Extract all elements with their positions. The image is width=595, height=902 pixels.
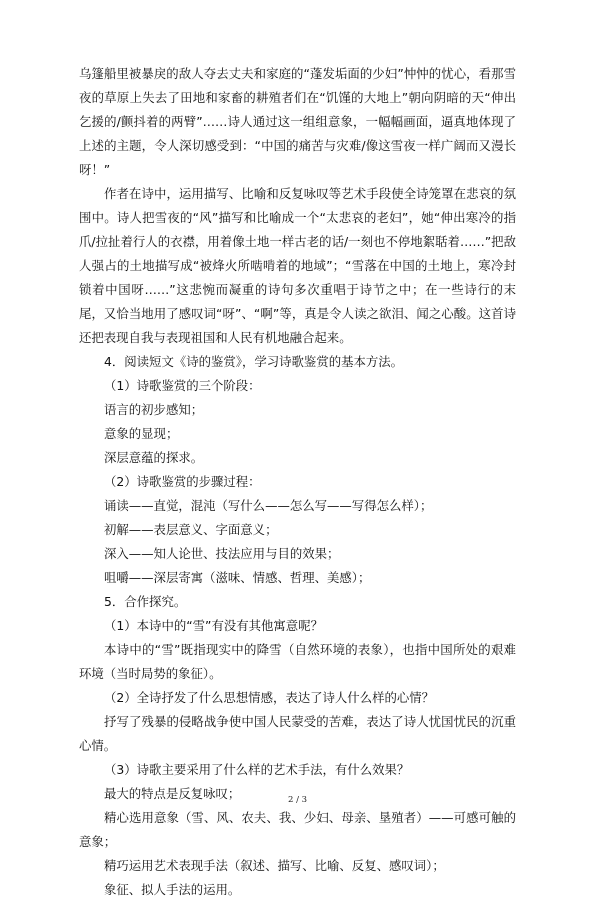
answer-3-line: 最大的特点是反复咏叹； — [104, 786, 241, 801]
question-1: （1）本诗中的“雪”有没有其他寓意呢？ — [104, 618, 323, 633]
answer-3-line: 精心选用意象（雪、风、农夫、我、少妇、母亲、垦殖者）——可感可触的意象； — [79, 810, 516, 849]
subsection-1-heading: （1）诗歌鉴赏的三个阶段： — [104, 378, 261, 393]
answer-3-line: 象征、拟人手法的运用。 — [104, 882, 241, 897]
section-4-heading: 4．阅读短文《诗的鉴赏》，学习诗歌鉴赏的基本方法。 — [104, 354, 404, 369]
answer-2: 抒写了残暴的侵略战争使中国人民蒙受的苦难，表达了诗人忧国忧民的沉重心情。 — [79, 714, 516, 753]
page-number: 2 / 3 — [287, 795, 308, 805]
list-item: 诵读——直觉，混沌（写什么——怎么写——写得怎么样）； — [104, 498, 433, 513]
list-item: 深入——知人论世、技法应用与目的效果； — [104, 546, 340, 561]
paragraph-2: 作者在诗中，运用描写、比喻和反复咏叹等艺术手段使全诗笼罩在悲哀的氛围中。诗人把雪夜的“风”描写和比喻成一个“太悲哀的老妇”，她“伸出寒冷的指爪/拉扯着行人的衣襟，用着像土地一样古老的话/一刻也不停地絮聒着……”把敌人强占的土地描写成“被烽火所啮啃着的地域”；“雪落在中国的土地上，寒冷封锁着中国呀……”这悲惋而凝重的诗句多次重唱于诗节之中；在一些诗行的末尾，又恰当地用了感叹词“呀”、“啊”等，真是令人读之欲泪、闻之心酸。这首诗还把表现自我与表现祖国和人民有机地融合起来。 — [79, 186, 516, 345]
section-5-heading: 5．合作探究。 — [104, 594, 187, 609]
subsection-2-heading: （2）诗歌鉴赏的步骤过程： — [104, 474, 261, 489]
answer-3-line: 精巧运用艺术表现手法（叙述、描写、比喻、反复、感叹词）； — [104, 858, 445, 873]
list-item: 深层意蕴的探求。 — [104, 450, 204, 465]
list-item: 初解——表层意义、字面意义； — [104, 522, 278, 537]
document-body — [79, 62, 516, 902]
list-item: 语言的初步感知； — [104, 402, 204, 417]
question-3: （3）诗歌主要采用了什么样的艺术手法，有什么效果？ — [104, 762, 410, 777]
list-item: 咀嚼——深层寄寓（滋味、情感、哲理、美感）； — [104, 570, 371, 585]
paragraph-1: 乌篷船里被暴戾的敌人夺去丈夫和家庭的“蓬发垢面的少妇”忡忡的忧心，看那雪夜的草原上失去了田地和家畜的耕殖者们在“饥馑的大地上”朝向阴暗的天“伸出乞援的/颤抖着的两臂”……诗人通过这一组组意象，一幅幅画面，逼真地体现了上述的主题，令人深切感受到：“中国的痛苦与灾难/像这雪夜一样广阔而又漫长呀！” — [79, 66, 516, 177]
question-2: （2）全诗抒发了什么思想情感，表达了诗人什么样的心情？ — [104, 690, 435, 705]
answer-1: 本诗中的“雪”既指现实中的降雪（自然环境的表象），也指中国所处的艰难环境（当时局势的象征）。 — [79, 642, 516, 681]
list-item: 意象的显现； — [104, 426, 179, 441]
